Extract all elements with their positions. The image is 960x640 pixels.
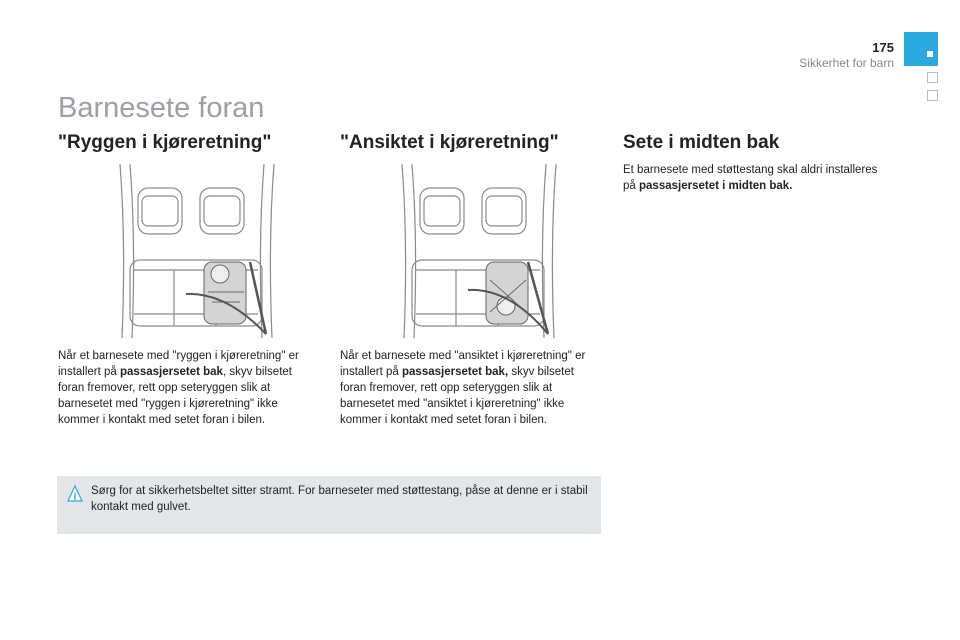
svg-text:i: i	[73, 491, 77, 503]
info-icon	[67, 485, 83, 503]
rear-middle-text: Et barnesete med støttestang skal aldri installeres på passasjersetet i midten bak.	[623, 164, 878, 192]
section-tab-active[interactable]	[904, 32, 938, 66]
heading-rear-facing: "Ryggen i kjøreretning"	[58, 132, 272, 153]
forward-facing-seat-illustration	[398, 162, 560, 340]
section-tab[interactable]	[927, 90, 938, 101]
info-note	[57, 476, 601, 534]
page-title: Barnesete foran	[58, 92, 265, 124]
rear-facing-seat-illustration	[116, 162, 278, 340]
heading-rear-middle: Sete i midten bak	[623, 132, 780, 153]
rear-facing-text: Når et barnesete med "ryggen i kjøreretning" er installert på passasjersetet bak, skyv bilsetet foran fremover, rett opp seteryggen slik at barnesetet med "ryggen i kjøreretning" ikke kommer i kontakt med setet foran i bilen.	[58, 350, 299, 426]
section-tab[interactable]	[927, 72, 938, 83]
forward-facing-text: Når et barnesete med "ansiktet i kjøreretning" er installert på passasjersetet bak, skyv bilsetet foran fremover, rett opp seteryggen slik at barnesetet med "ansiktet i kjøreretning" ikke kommer i kontakt med setet foran i bilen.	[340, 350, 586, 426]
tab-marker-icon	[927, 51, 933, 57]
section-name: Sikkerhet for barn	[799, 56, 894, 70]
page-number: 175	[872, 40, 894, 55]
note-text: Sørg for at sikkerhetsbeltet sitter stramt. For barneseter med støttestang, påse at denne er i stabil kontakt med gulvet.	[91, 485, 588, 513]
heading-forward-facing: "Ansiktet i kjøreretning"	[340, 132, 559, 153]
